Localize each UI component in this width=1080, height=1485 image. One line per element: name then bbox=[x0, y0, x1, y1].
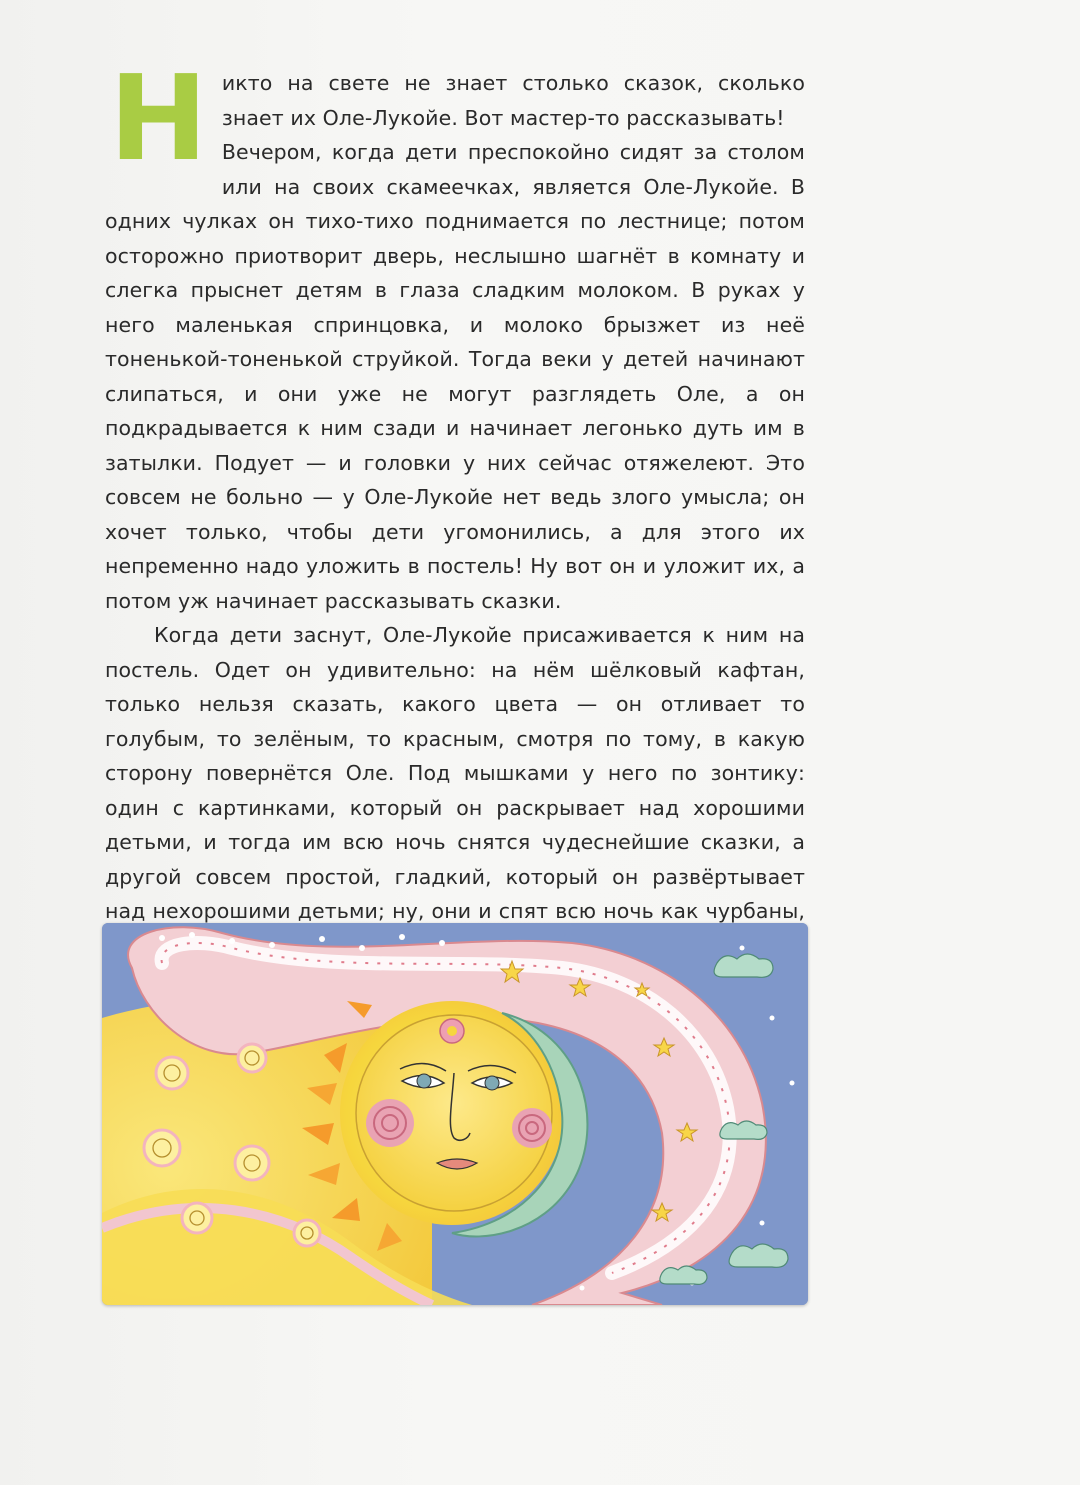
paragraph-1 bbox=[105, 49, 805, 187]
forehead-ornament bbox=[440, 1019, 464, 1043]
paragraph-2: Вечером, когда дети преспокойно сидят за столом или на своих скамеечках, является Оле-Лукойе. В одних чулках он тихо-тихо поднимается по лестнице; потом осторожно приотворит дверь, неслышно шагнёт в комнату и слегка прыснет детям в глаза сладким молоком. В руках у него маленькая спринцовка, и молоко брызжет из неё тоненькой-тоненькой струйкой. Тогда веки у детей начинают слипаться, и они уже не могут разглядеть Оле, а он подкрадывается к ним сзади и начинает легонько дуть им в затылки. Подует — и головки у них сейчас отяжелеют. Это совсем не больно — у Оле-Лукойе нет ведь злого умысла; он хочет только, чтобы дети угомонились, а для этого их непременно надо уложить в постель! Ну вот он и уложит их, а потом уж начинает рассказывать сказки. bbox=[105, 140, 805, 613]
paragraph-1-text: икто на свете не знает столько сказок, сколько знает их Оле-Лукойе. Вот мастер-то рассказывать! bbox=[221, 71, 805, 130]
sun-moon-illustration bbox=[102, 923, 808, 1305]
illustration-artwork bbox=[102, 923, 808, 1305]
paragraph-3: Когда дети заснут, Оле-Лукойе присаживается к ним на постель. Одет он удивительно: на нём шёлковый кафтан, только нельзя сказать, какого цвета — он отливает то голубым, то зелёным, то красным, смотря по тому, в какую сторону повернётся Оле. Под мышками у него по зонтику: один с картинками, который он раскрывает над хорошими детьми, и тогда им всю ночь снятся чудеснейшие сказки, а другой совсем простой, гладкий, который он развёртывает над нехорошими детьми; ну, они и спят всю ночь как чурбаны, bbox=[105, 623, 805, 923]
cheek-right bbox=[512, 1108, 552, 1148]
drop-cap-letter: Н bbox=[109, 49, 208, 187]
cheek-left bbox=[366, 1099, 414, 1147]
